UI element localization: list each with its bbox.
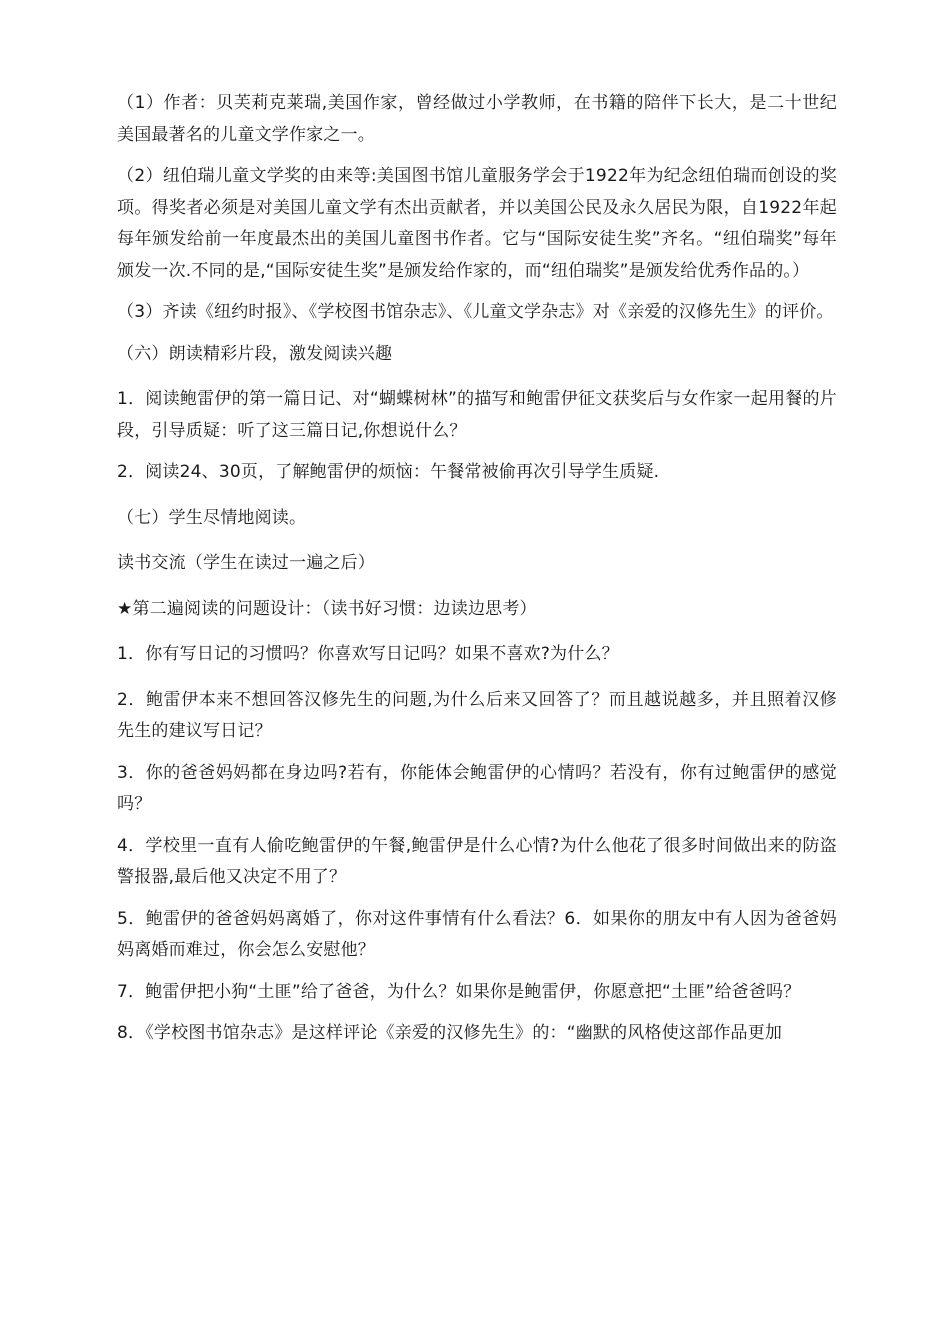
paragraph-exchange: 读书交流（学生在读过一遍之后） bbox=[117, 553, 375, 573]
paragraph-reading-1: 1．阅读鲍雷伊的第一篇日记、对“蝴蝶树林”的描写和鲍雷伊征文获奖后与女作家一起用餐的片段，引导质疑：听了这三篇日记,你想说什么？ bbox=[117, 389, 837, 441]
question-5-6: 5．鲍雷伊的爸爸妈妈离婚了，你对这件事情有什么看法？6．如果你的朋友中有人因为爸爸妈妈离婚而难过，你会怎么安慰他？ bbox=[117, 908, 837, 960]
paragraph-newbery-award: （2）纽伯瑞儿童文学奖的由来等:美国图书馆儿童服务学会于1922年为纪念纽伯瑞而创设的奖项。得奖者必须是对美国儿童文学有杰出贡献者，并以美国公民及永久居民为限，自1922年起每年颁发给前一年度最杰出的美国儿童图书作者。它与“国际安徒生奖”齐名。“纽伯瑞奖”每年颁发一次.不同的是,“国际安徒生奖”是颁发给作家的，而“纽伯瑞奖”是颁发给优秀作品的。） bbox=[117, 166, 837, 281]
section-heading-seven: （七）学生尽情地阅读。 bbox=[117, 507, 307, 528]
paragraph-author-intro: （1）作者：贝芙莉克莱瑞,美国作家，曾经做过小学教师，在书籍的陪伴下长大，是二十世纪美国最著名的儿童文学作家之一。 bbox=[117, 93, 837, 145]
section-heading-six: （六）朗读精彩片段，激发阅读兴趣 bbox=[117, 343, 393, 364]
question-2: 2．鲍雷伊本来不想回答汉修先生的问题,为什么后来又回答了？而且越说越多，并且照着汉修先生的建议写日记？ bbox=[117, 689, 837, 741]
paragraph-reading-2: 2．阅读24、30页，了解鲍雷伊的烦恼：午餐常被偷再次引导学生质疑. bbox=[117, 462, 660, 482]
question-1: 1．你有写日记的习惯吗？你喜欢写日记吗？如果不喜欢?为什么？ bbox=[117, 644, 619, 664]
question-7: 7．鲍雷伊把小狗“土匪”给了爸爸，为什么？如果你是鲍雷伊，你愿意把“土匪”给爸爸吗？ bbox=[117, 981, 801, 1002]
question-8: 8．《学校图书馆杂志》是这样评论《亲爱的汉修先生》的：“幽默的风格使这部作品更加 bbox=[117, 1023, 783, 1043]
paragraph-second-reading: ★第二遍阅读的问题设计：（读书好习惯：边读边思考） bbox=[117, 598, 537, 619]
document-page bbox=[117, 88, 837, 1060]
paragraph-reviews: （3）齐读《纽约时报》、《学校图书馆杂志》、《儿童文学杂志》对《亲爱的汉修先生》的评价。 bbox=[117, 302, 834, 322]
question-4: 4．学校里一直有人偷吃鲍雷伊的午餐,鲍雷伊是什么心情?为什么他花了很多时间做出来的防盗警报器,最后他又决定不用了？ bbox=[117, 835, 837, 887]
question-3: 3．你的爸爸妈妈都在身边吗?若有，你能体会鲍雷伊的心情吗？若没有，你有过鲍雷伊的感觉吗？ bbox=[117, 762, 837, 814]
